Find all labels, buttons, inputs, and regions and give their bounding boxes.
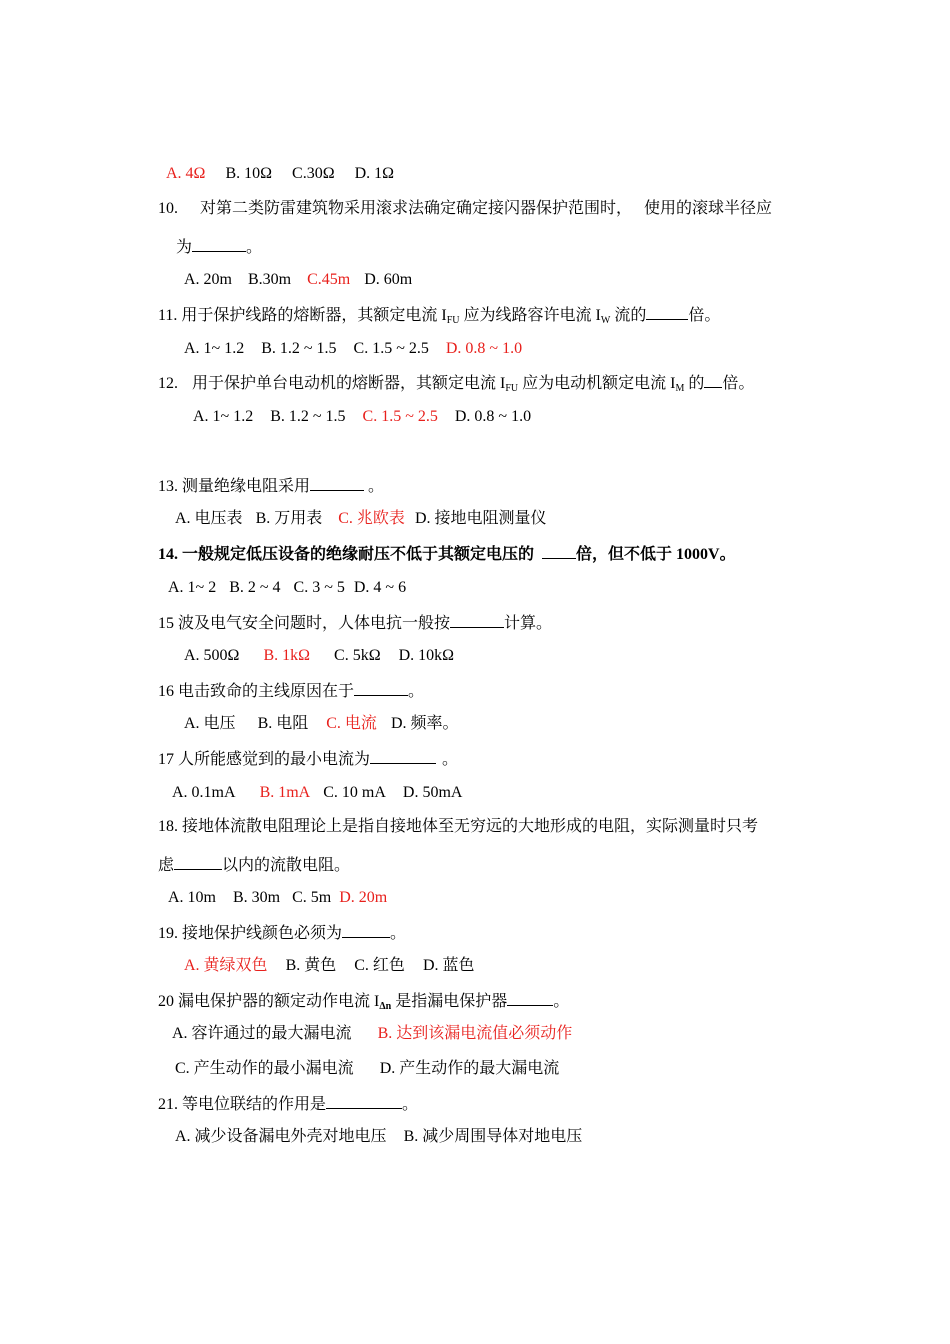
- q13-option-a: A. 电压表: [175, 510, 243, 527]
- q14-option-b: B. 2 ~ 4: [229, 579, 281, 596]
- q10-option-d: D. 60m: [364, 271, 413, 288]
- q10-options: [184, 270, 412, 290]
- q11-text-post: 流的: [610, 307, 647, 324]
- q12-subscript-fu: FU: [505, 383, 519, 394]
- q14-text-end: 倍，但不低于 1000V。: [576, 546, 736, 563]
- q20-text: 20 漏电保护器的额定动作电流 I: [158, 993, 380, 1010]
- q16-option-b: B. 电阻: [257, 715, 309, 732]
- q10-option-a: A. 20m: [184, 271, 232, 288]
- q19-question: [158, 922, 406, 944]
- q17-text-end: 。: [442, 751, 459, 768]
- q19-option-c: C. 红色: [354, 957, 405, 974]
- q15-answer-blank: [450, 612, 504, 628]
- q17-text: 17 人所能感觉到的最小电流为: [158, 751, 371, 768]
- q21-text-end: 。: [402, 1096, 419, 1113]
- q18-option-c: C. 5m: [292, 889, 332, 906]
- q21-options: [175, 1127, 582, 1147]
- q12-option-b: B. 1.2 ~ 1.5: [270, 408, 346, 425]
- q17-option-d: D. 50mA: [402, 784, 463, 801]
- q17-question: [158, 748, 458, 770]
- q11-option-c: C. 1.5 ~ 2.5: [353, 340, 429, 357]
- q14-option-d: D. 4 ~ 6: [353, 579, 407, 596]
- q10-text-part3: 为: [176, 239, 193, 256]
- q20-options-row1: [172, 1024, 572, 1044]
- q18-option-a: A. 10m: [168, 889, 216, 906]
- q13-options: [175, 509, 547, 529]
- q13-option-b: B. 万用表: [255, 510, 323, 527]
- q10-option-b: B.30m: [248, 271, 292, 288]
- q11-text: 11. 用于保护线路的熔断器，其额定电流 I: [158, 307, 447, 324]
- q16-option-d: D. 频率。: [390, 715, 459, 732]
- q14-question: [158, 543, 736, 565]
- q10-question: [158, 199, 772, 219]
- q11-options: [184, 339, 522, 359]
- q9-options: [166, 164, 394, 184]
- q20-option-c: C. 产生动作的最小漏电流: [175, 1060, 354, 1077]
- q10-option-c: C.45m: [307, 271, 351, 288]
- q13-answer-blank: [310, 475, 364, 491]
- q11-option-b: B. 1.2 ~ 1.5: [261, 340, 337, 357]
- q17-option-b: B. 1mA: [259, 784, 311, 801]
- q17-option-a: A. 0.1mA: [172, 784, 236, 801]
- q12-text-mid: 应为电动机额定电流 I: [518, 375, 676, 392]
- q16-question: [158, 680, 424, 702]
- q21-option-a: A. 减少设备漏电外壳对地电压: [175, 1128, 387, 1145]
- q20-option-d: D. 产生动作的最大漏电流: [379, 1060, 560, 1077]
- q10-text-end: 。: [246, 239, 263, 256]
- q20-answer-blank: [507, 990, 553, 1006]
- q19-answer-blank: [342, 922, 390, 938]
- q19-option-a: A. 黄绿双色: [184, 957, 268, 974]
- q12-option-a: A. 1~ 1.2: [193, 408, 254, 425]
- q16-text: 16 电击致命的主线原因在于: [158, 683, 355, 700]
- q12-text-end: 倍。: [722, 375, 755, 392]
- q21-question: [158, 1093, 418, 1115]
- q11-option-d: D. 0.8 ~ 1.0: [445, 340, 523, 357]
- q18-answer-blank: [174, 854, 222, 870]
- q21-option-b: B. 减少周围导体对地电压: [403, 1128, 583, 1145]
- q12-question: [158, 372, 754, 394]
- q11-answer-blank: [646, 304, 688, 320]
- q9-option-b: B. 10Ω: [225, 165, 273, 182]
- q20-question: [158, 990, 569, 1012]
- q16-option-a: A. 电压: [184, 715, 236, 732]
- q11-text-mid: 应为线路容许电流 I: [459, 307, 601, 324]
- q13-question: [158, 475, 384, 497]
- q12-option-c: C. 1.5 ~ 2.5: [362, 408, 438, 425]
- q12-text: 用于保护单台电动机的熔断器，其额定电流 I: [192, 375, 506, 392]
- q16-text-end: 。: [408, 683, 425, 700]
- q15-text: 15 波及电气安全问题时，人体电抗一般按: [158, 615, 451, 632]
- q10-answer-blank: [192, 236, 246, 252]
- q15-text-end: 计算。: [504, 615, 553, 632]
- q12-answer-blank: [704, 372, 722, 388]
- q18-option-d: D. 20m: [339, 889, 388, 906]
- q19-option-b: B. 黄色: [285, 957, 337, 974]
- q13-text-end: 。: [368, 478, 385, 495]
- q9-option-c: C.30Ω: [292, 165, 335, 182]
- q18-text: 虑: [158, 857, 175, 874]
- q18-text-end: 以内的流散电阻。: [222, 857, 351, 874]
- q19-option-d: D. 蓝色: [422, 957, 475, 974]
- q14-options: [168, 578, 406, 598]
- q15-option-b: B. 1kΩ: [263, 647, 311, 664]
- q14-text: 14. 一般规定低压设备的绝缘耐压不低于其额定电压的: [158, 546, 535, 563]
- q9-option-d: D. 1Ω: [354, 165, 395, 182]
- q17-answer-blank: [370, 748, 436, 764]
- q16-option-c: C. 电流: [326, 715, 377, 732]
- q11-question: [158, 304, 720, 326]
- q11-text-end: 倍。: [688, 307, 721, 324]
- q20-options-row2: [175, 1059, 559, 1079]
- q19-text-end: 。: [390, 925, 407, 942]
- q21-answer-blank: [326, 1093, 402, 1109]
- q15-option-d: D. 10kΩ: [398, 647, 455, 664]
- q17-options: [172, 783, 462, 803]
- q10-question-cont: [176, 236, 262, 258]
- q17-option-c: C. 10 mA: [323, 784, 386, 801]
- q18-options: [168, 888, 387, 908]
- q15-option-c: C. 5kΩ: [334, 647, 381, 664]
- q10-text-part1: 对第二类防雷建筑物采用滚求法确定确定接闪器保护范围时，: [200, 200, 633, 217]
- q11-option-a: A. 1~ 1.2: [184, 340, 245, 357]
- q20-text-end: 。: [553, 993, 570, 1010]
- q20-subscript-delta-n: Δn: [379, 1001, 392, 1012]
- q19-options: [184, 956, 475, 976]
- q14-option-c: C. 3 ~ 5: [293, 579, 345, 596]
- q10-text-part2: 使用的滚球半径应: [644, 200, 773, 217]
- q12-options: [193, 407, 531, 427]
- q15-option-a: A. 500Ω: [184, 647, 240, 664]
- q15-options: [184, 646, 454, 666]
- q18-option-b: B. 30m: [233, 889, 281, 906]
- q16-options: [184, 714, 459, 734]
- q18-question-cont: [158, 854, 350, 876]
- q20-option-a: A. 容许通过的最大漏电流: [172, 1025, 352, 1042]
- q12-text-post: 的: [684, 375, 705, 392]
- q20-option-b: B. 达到该漏电流值必须动作: [377, 1025, 573, 1042]
- q19-text: 19. 接地保护线颜色必须为: [158, 925, 343, 942]
- q21-text: 21. 等电位联结的作用是: [158, 1096, 327, 1113]
- q11-subscript-w: W: [600, 315, 611, 326]
- q15-question: [158, 612, 552, 634]
- q14-option-a: A. 1~ 2: [168, 579, 217, 596]
- q16-answer-blank: [354, 680, 408, 696]
- q12-option-d: D. 0.8 ~ 1.0: [454, 408, 532, 425]
- q13-option-c: C. 兆欧表: [338, 510, 405, 527]
- q14-answer-blank: [542, 543, 576, 559]
- q12-subscript-m: M: [675, 383, 685, 394]
- q9-option-a: A. 4Ω: [166, 165, 206, 182]
- q10-number: 10.: [158, 200, 178, 217]
- q18-question: 18. 接地体流散电阻理论上是指自接地体至无穷远的大地形成的电阻，实际测量时只考: [158, 818, 759, 835]
- q20-text-mid: 是指漏电保护器: [391, 993, 508, 1010]
- q13-text: 13. 测量绝缘电阻采用: [158, 478, 311, 495]
- q11-subscript-fu: FU: [446, 315, 460, 326]
- q13-option-d: D. 接地电阻测量仪: [414, 510, 547, 527]
- q12-number: 12.: [158, 375, 178, 392]
